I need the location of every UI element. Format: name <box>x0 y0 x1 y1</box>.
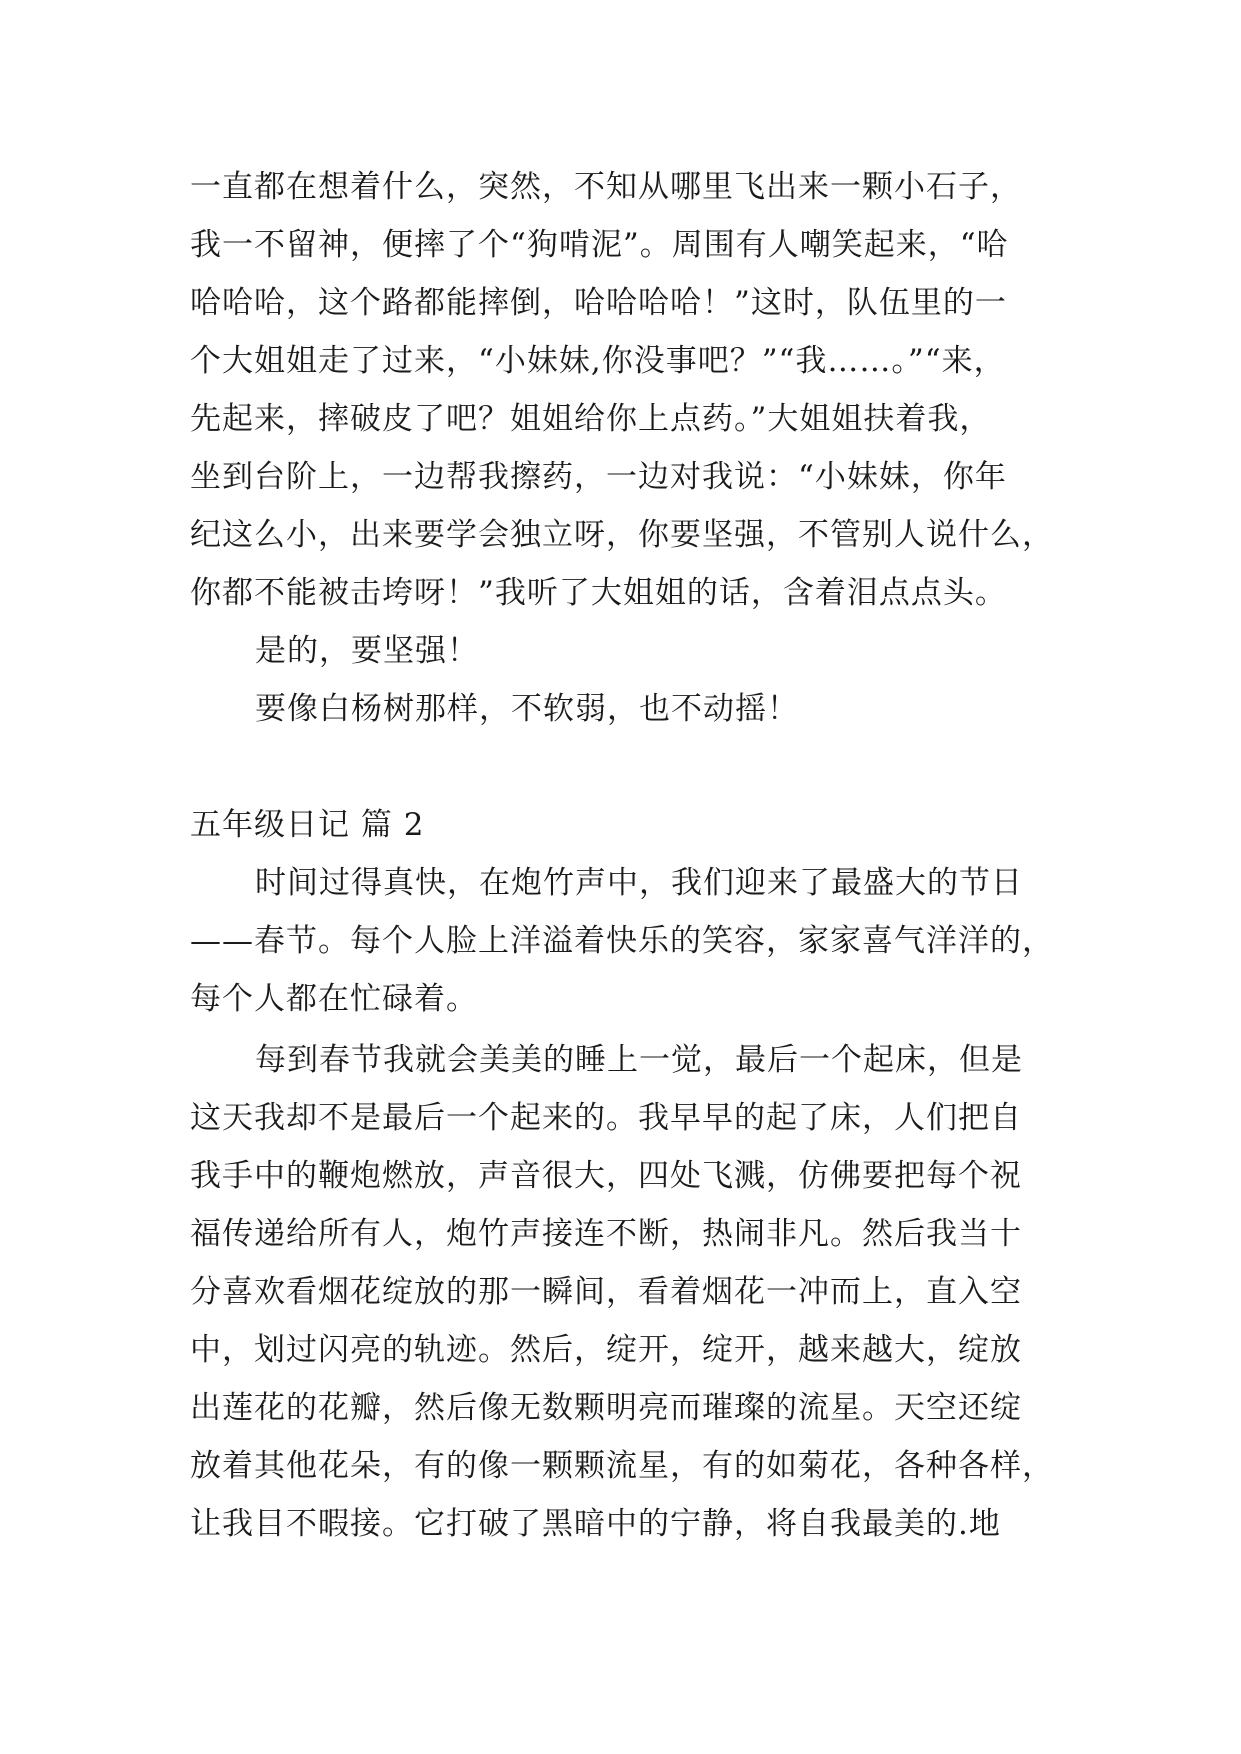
body-text-line: 这天我却不是最后一个起来的。我早早的起了床，人们把自 <box>190 1100 1022 1136</box>
body-text-line: 我手中的鞭炮燃放，声音很大，四处飞溅，仿佛要把每个祝 <box>190 1158 1022 1194</box>
body-text-line: 一直都在想着什么，突然，不知从哪里飞出来一颗小石子， <box>190 169 1022 205</box>
paragraph-short: 是的，要坚强！ <box>255 633 479 669</box>
body-text-line: 中，划过闪亮的轨迹。然后，绽开，绽开，越来越大，绽放 <box>190 1332 1022 1368</box>
body-text-line: 让我目不暇接。它打破了黑暗中的宁静，将自我最美的.地 <box>190 1506 1001 1542</box>
body-text-line: 每个人都在忙碌着。 <box>190 981 478 1017</box>
body-text-line: 哈哈哈，这个路都能摔倒，哈哈哈哈！”这时，队伍里的一 <box>190 285 1007 321</box>
body-text-line: ——春节。每个人脸上洋溢着快乐的笑容，家家喜气洋洋的， <box>190 923 1054 959</box>
body-text-line: 我一不留神，便摔了个“狗啃泥”。周围有人嘲笑起来，“哈 <box>190 227 1009 263</box>
body-text-line: 分喜欢看烟花绽放的那一瞬间，看着烟花一冲而上，直入空 <box>190 1274 1022 1310</box>
body-text-line: 个大姐姐走了过来，“小妹妹,你没事吧？”“我……。”“来， <box>190 343 1006 379</box>
body-text-line: 福传递给所有人，炮竹声接连不断，热闹非凡。然后我当十 <box>190 1216 1022 1252</box>
body-text-line: 放着其他花朵，有的像一颗颗流星，有的如菊花，各种各样， <box>190 1448 1054 1484</box>
paragraph-short: 要像白杨树那样，不软弱，也不动摇！ <box>255 691 799 727</box>
body-text-line: 时间过得真快，在炮竹声中，我们迎来了最盛大的节日 <box>255 865 1023 901</box>
body-text-line: 坐到台阶上，一边帮我擦药，一边对我说：“小妹妹，你年 <box>190 459 1007 495</box>
body-text-line: 先起来，摔破皮了吧？姐姐给你上点药。”大姐姐扶着我， <box>190 401 992 437</box>
body-text-line: 你都不能被击垮呀！”我听了大姐姐的话，含着泪点点头。 <box>190 575 1007 611</box>
body-text-line: 纪这么小，出来要学会独立呀，你要坚强，不管别人说什么， <box>190 517 1054 553</box>
section-heading: 五年级日记 篇 2 <box>190 807 425 843</box>
body-text-line: 每到春节我就会美美的睡上一觉，最后一个起床，但是 <box>255 1042 1023 1078</box>
body-text-line: 出莲花的花瓣，然后像无数颗明亮而璀璨的流星。天空还绽 <box>190 1390 1022 1426</box>
